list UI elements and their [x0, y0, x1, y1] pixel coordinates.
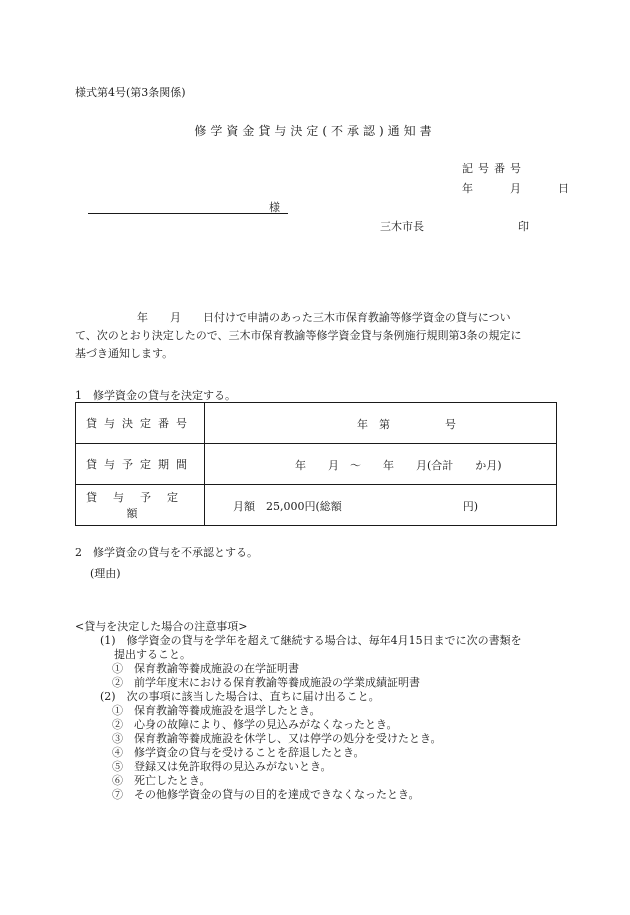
form-number: 様式第4号(第3条関係) [75, 86, 186, 99]
row-label: 貸与予定額 [76, 485, 205, 526]
decision-table [75, 402, 557, 526]
row-value: 月額 25,000円(総額 円) [205, 485, 557, 526]
body-line-3: 基づき通知します。 [75, 347, 174, 360]
note-item: ① 保育教諭等養成施設を退学したとき。 [112, 704, 321, 717]
notes-heading: <貸与を決定した場合の注意事項> [75, 620, 248, 633]
row-label: 貸与予定期間 [76, 444, 205, 485]
recipient-suffix: 様 [269, 201, 280, 214]
table-row [76, 485, 557, 526]
note-item: ② 心身の故障により、修学の見込みがなくなったとき。 [112, 718, 398, 731]
body-line-1: 年 月 日付けで申請のあった三木市保育教諭等修学資金の貸与につい [137, 311, 511, 324]
row-value: 年 月 ～ 年 月(合計 か月) [205, 444, 557, 485]
note-item: ⑦ その他修学資金の貸与の目的を達成できなくなったとき。 [112, 788, 420, 801]
recipient-line [88, 199, 288, 214]
table-row [76, 444, 557, 485]
note-item: 提出すること。 [114, 648, 191, 661]
note-item: ⑥ 死亡したとき。 [112, 774, 211, 787]
row-value: 年 第 号 [205, 403, 557, 444]
body-text [75, 309, 557, 363]
issuer-name: 三木市長 [380, 220, 424, 233]
body-line-2: て、次のとおり決定したので、三木市保育教諭等修学資金貸与条例施行規則第3条の規定に [75, 329, 522, 342]
document-title: 修学資金貸与決定(不承認)通知書 [194, 124, 436, 138]
note-item: ⑤ 登録又は免許取得の見込みがないとき。 [112, 760, 332, 773]
date-line [462, 180, 569, 196]
note-item: ③ 保育教諭等養成施設を休学し、又は停学の処分を受けたとき。 [112, 732, 442, 745]
reason-label: (理由) [90, 567, 121, 580]
date-day: 日 [558, 182, 569, 195]
date-month: 月 [510, 182, 521, 195]
table-row [76, 403, 557, 444]
section-1-heading: 1 修学資金の貸与を決定する。 [75, 389, 236, 402]
section-2-heading: 2 修学資金の貸与を不承認とする。 [75, 546, 258, 559]
row-label: 貸与決定番号 [76, 403, 205, 444]
note-item: ① 保育教諭等養成施設の在学証明書 [112, 662, 299, 675]
note-item: (1) 修学資金の貸与を学年を超えて継続する場合は、毎年4月15日までに次の書類を [100, 634, 522, 647]
note-item: ② 前学年度末における保育教諭等養成施設の学業成績証明書 [112, 676, 420, 689]
reference-number: 記号番号 [462, 162, 526, 175]
date-year: 年 [462, 182, 473, 195]
note-item: (2) 次の事項に該当した場合は、直ちに届け出ること。 [100, 690, 380, 703]
seal-mark: 印 [518, 220, 529, 233]
note-item: ④ 修学資金の貸与を受けることを辞退したとき。 [112, 746, 365, 759]
